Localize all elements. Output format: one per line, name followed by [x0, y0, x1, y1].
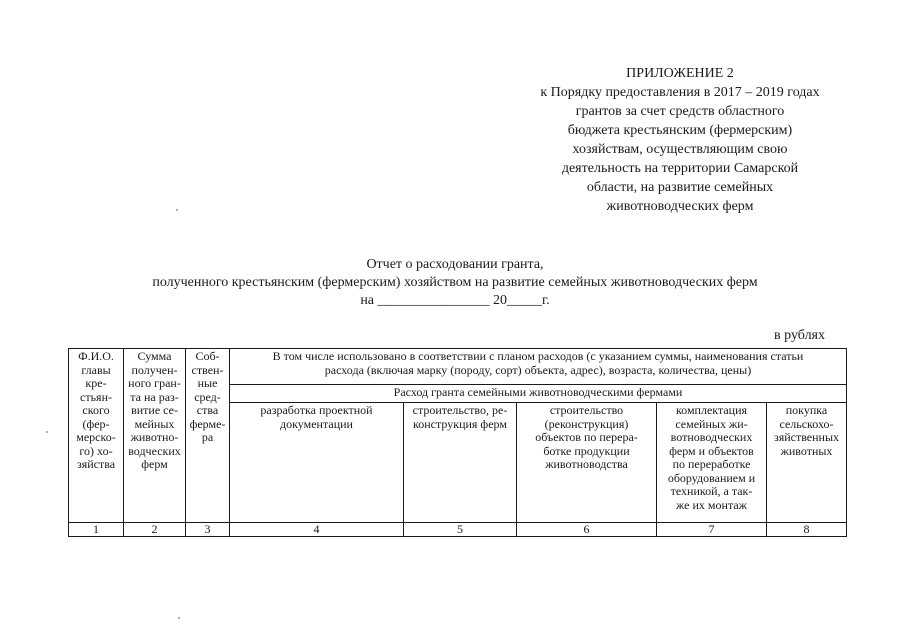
appendix-line: животноводческих ферм: [606, 199, 754, 214]
header-cell-design-docs: разработка проектной документации: [230, 403, 404, 523]
header-cell-grant-amount: Сумма получен- ного гран- та на раз- витие се- мейных животно- водческих ферм: [124, 349, 186, 523]
appendix-line: хозяйствам, осуществляющим свою: [572, 142, 788, 157]
appendix-header: [505, 64, 855, 216]
scan-speck: [176, 209, 178, 211]
column-number: 4: [230, 523, 404, 537]
appendix-line: грантов за счет средств областного: [575, 104, 785, 119]
header-cell-own-funds: Соб- ствен- ные сред- ства ферме- ра: [186, 349, 230, 523]
column-number: 1: [69, 523, 124, 537]
expense-report-table: [68, 348, 847, 537]
report-title: [60, 256, 850, 310]
column-number: 7: [657, 523, 767, 537]
appendix-line: к Порядку предоставления в 2017 – 2019 годах: [540, 85, 820, 100]
header-cell-usage-plan: В том числе использовано в соответствии с планом расходов (с указанием суммы, наименования статьи расхода (включая марку (породу, сорт) объекта, адрес), возраста, количества, цены): [230, 349, 847, 385]
header-cell-farm-head: Ф.И.О. главы кре- стьян- ского (фер- мерско- го) хо- зяйства: [69, 349, 124, 523]
report-title-line: полученного крестьянским (фермерским) хозяйством на развитие семейных животноводческих ферм: [152, 275, 758, 290]
column-number: 8: [767, 523, 847, 537]
column-number: 6: [517, 523, 657, 537]
column-number: 2: [124, 523, 186, 537]
table-header-row: [69, 349, 847, 385]
header-cell-equipment: комплектация семейных жи- вотноводческих ферм и объектов по переработке оборудованием и техникой, а так- же их монтаж: [657, 403, 767, 523]
report-date-line: на ________________ 20_____г.: [360, 293, 550, 308]
header-cell-grant-expenses: Расход гранта семейными животноводческими фермами: [230, 385, 847, 403]
report-title-line: Отчет о расходовании гранта,: [366, 257, 544, 272]
header-cell-livestock-purchase: покупка сельскохо- зяйственных животных: [767, 403, 847, 523]
appendix-line: области, на развитие семейных: [586, 180, 774, 195]
scan-speck: [46, 431, 48, 433]
header-cell-farm-construction: строительство, ре- конструкция ферм: [404, 403, 517, 523]
scan-speck: [178, 617, 180, 619]
appendix-line: бюджета крестьянским (фермерским): [567, 123, 793, 138]
column-number-row: [69, 523, 847, 537]
column-number: 5: [404, 523, 517, 537]
units-label: в рублях: [774, 328, 825, 343]
header-cell-processing-facilities: строительство (реконструкция) объектов по перера- ботке продукции животноводства: [517, 403, 657, 523]
column-number: 3: [186, 523, 230, 537]
appendix-line: деятельность на территории Самарской: [561, 161, 799, 176]
appendix-line: ПРИЛОЖЕНИЕ 2: [626, 66, 734, 81]
